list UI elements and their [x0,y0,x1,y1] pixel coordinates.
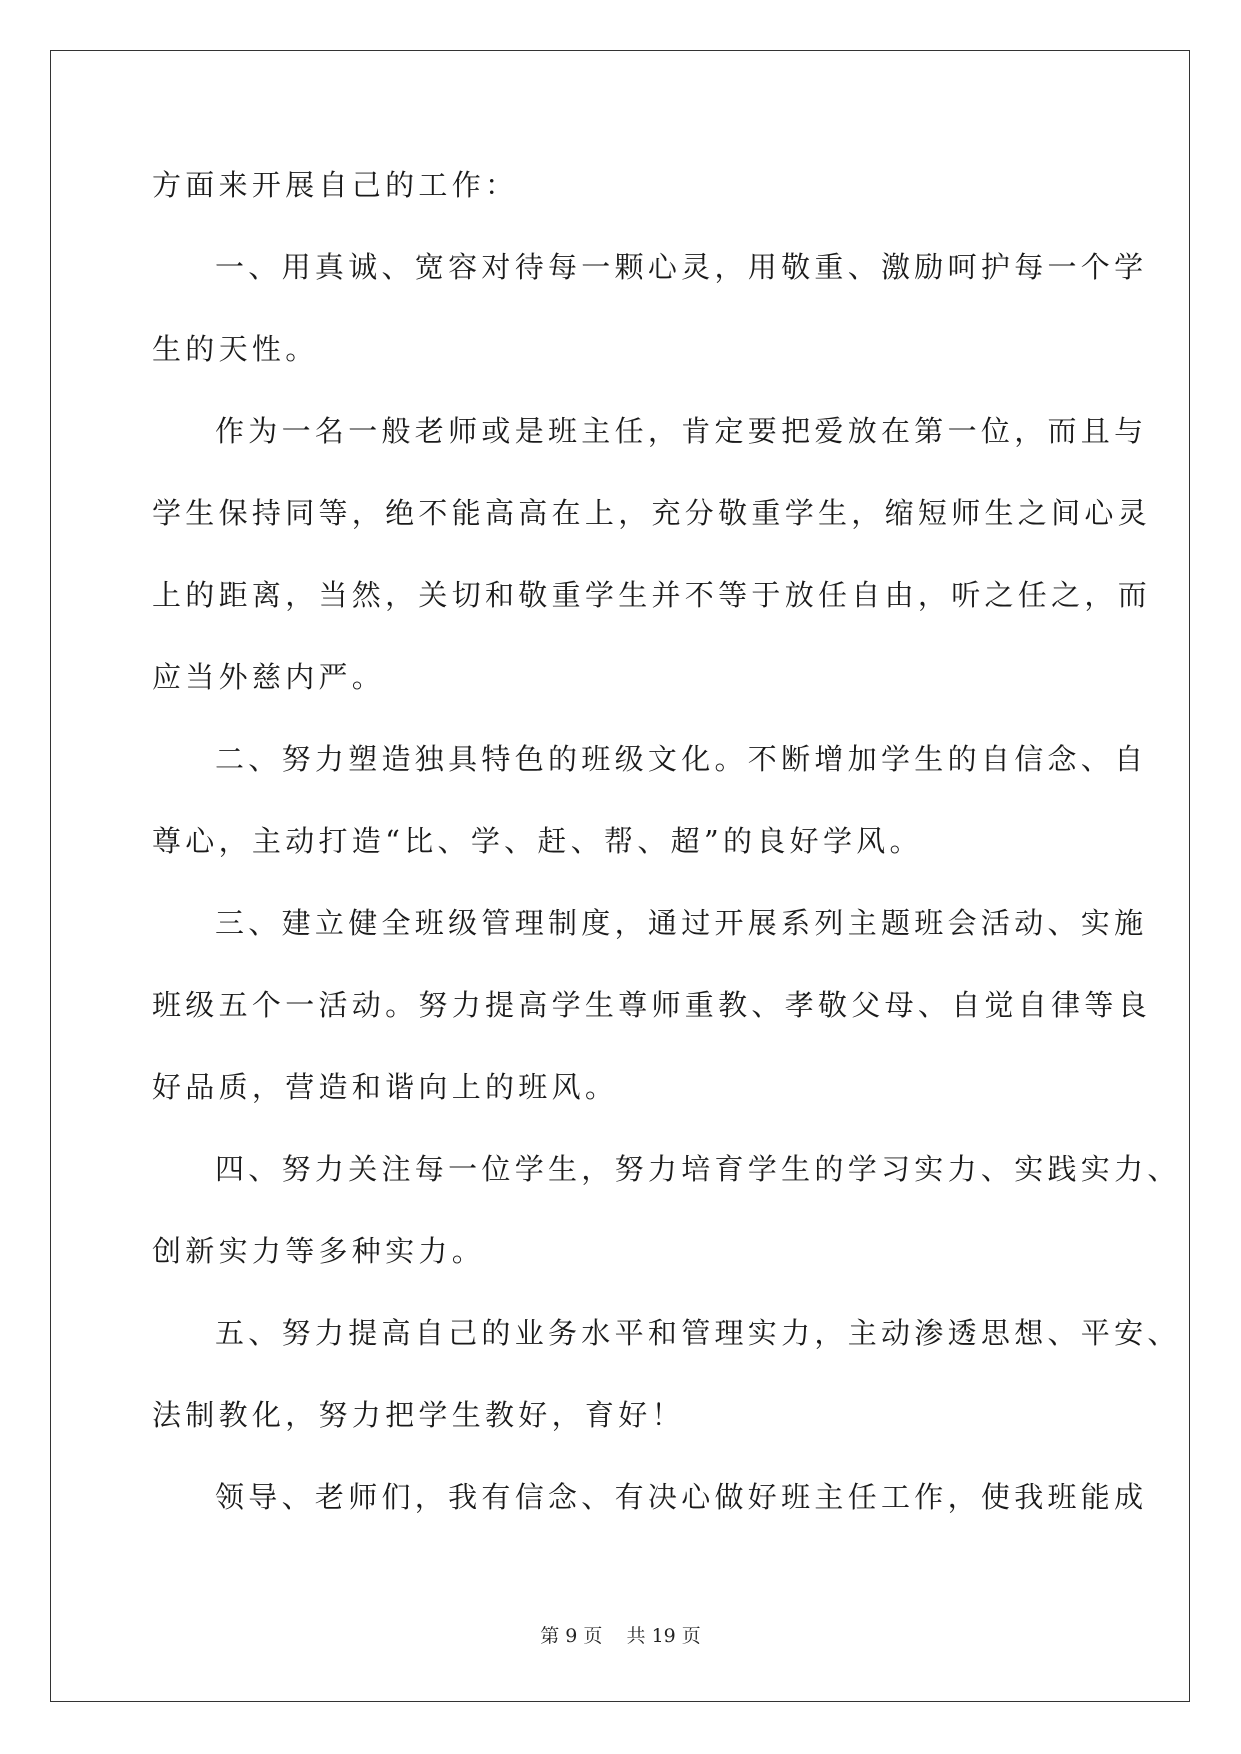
text-line: 班级五个一活动。努力提高学生尊师重教、孝敬父母、自觉自律等良 [152,988,1152,1022]
page-total: 共 19 页 [626,1625,701,1647]
text-line: 好品质，营造和谐向上的班风。 [152,1070,619,1104]
text-line: 尊心，主动打造“比、学、赶、帮、超”的良好学风。 [152,824,923,858]
text-line: 五、努力提高自己的业务水平和管理实力，主动渗透思想、平安、 [215,1316,1181,1350]
text-line: 作为一名一般老师或是班主任，肯定要把爱放在第一位，而且与 [215,414,1148,448]
text-line: 上的距离，当然，关切和敬重学生并不等于放任自由，听之任之，而 [152,578,1152,612]
text-line: 二、努力塑造独具特色的班级文化。不断增加学生的自信念、自 [215,742,1148,776]
text-line: 一、用真诚、宽容对待每一颗心灵，用敬重、激励呵护每一个学 [215,250,1148,284]
text-line: 四、努力关注每一位学生，努力培育学生的学习实力、实践实力、 [215,1152,1181,1186]
footer-gap [602,1625,626,1647]
text-line: 方面来开展自己的工作： [152,168,519,202]
document-body [152,160,1181,1554]
text-line: 创新实力等多种实力。 [152,1234,486,1268]
text-line: 三、建立健全班级管理制度，通过开展系列主题班会活动、实施 [215,906,1148,940]
page-number: 第 9 页 [540,1625,603,1647]
text-line: 法制教化，努力把学生教好，育好！ [152,1398,685,1432]
text-line: 应当外慈内严。 [152,660,386,694]
text-line: 学生保持同等，绝不能高高在上，充分敬重学生，缩短师生之间心灵 [152,496,1152,530]
text-line: 生的天性。 [152,332,319,366]
text-line: 领导、老师们，我有信念、有决心做好班主任工作，使我班能成 [215,1480,1148,1514]
page-footer [0,1624,1241,1648]
